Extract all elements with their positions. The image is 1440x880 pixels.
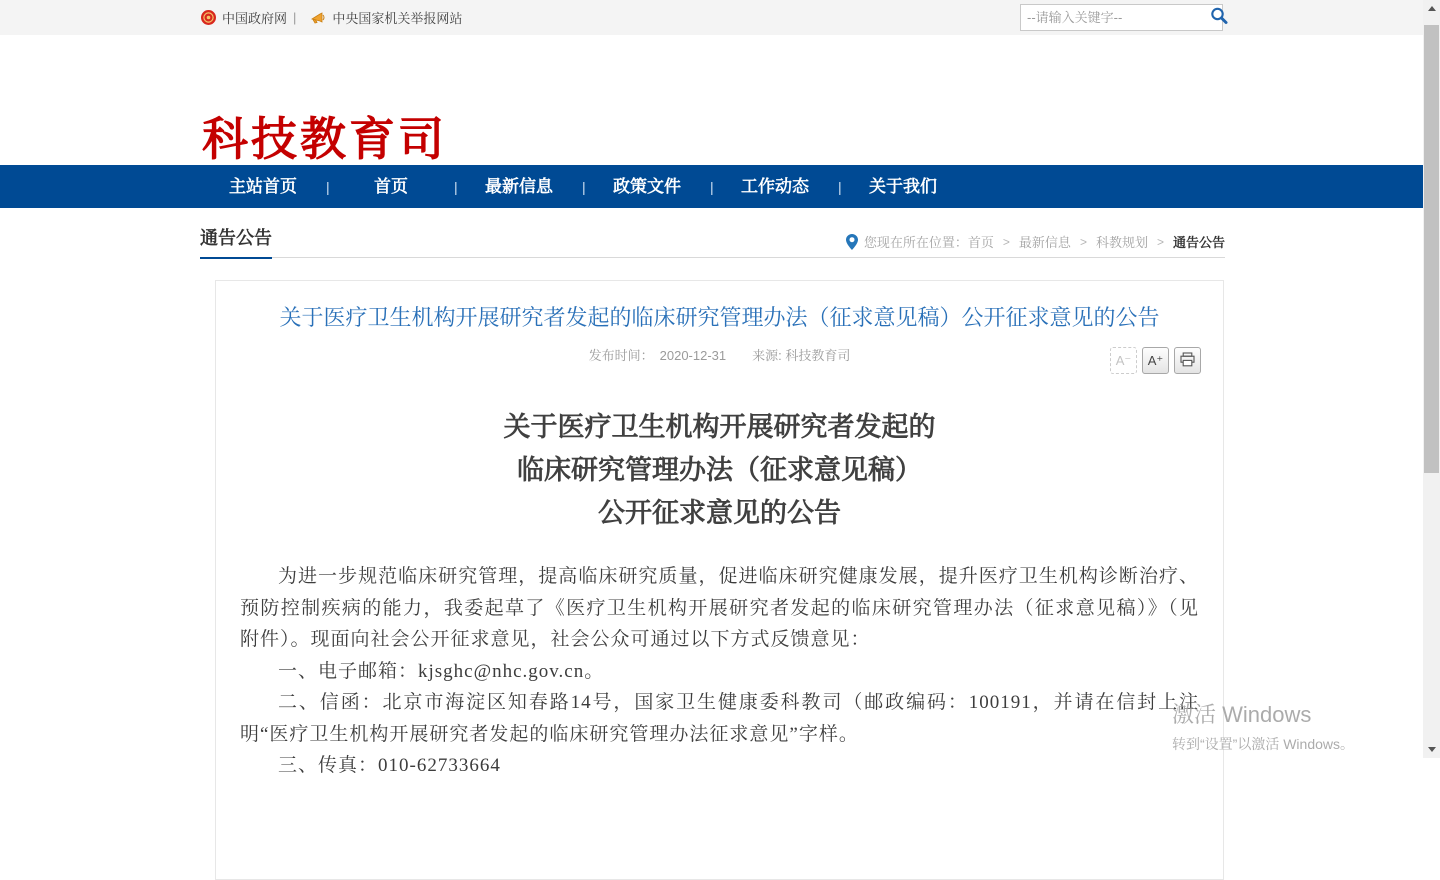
watermark-line1: 激活 Windows [1172, 702, 1312, 727]
gov-website-label: 中国政府网 [222, 11, 288, 26]
main-nav [0, 165, 1440, 208]
gov-website-link[interactable] [200, 8, 287, 27]
nav-item-work-updates[interactable]: 工作动态 [741, 177, 809, 196]
breadcrumb-separator: > [1156, 234, 1164, 249]
arrow-down-icon [1428, 747, 1436, 752]
nav-item-latest-news[interactable]: 最新信息 [485, 177, 553, 196]
nav-separator: | [710, 178, 714, 195]
search-input[interactable] [1021, 10, 1209, 25]
location-pin-icon [846, 234, 858, 250]
document-heading-line: 公开征求意见的公告 [598, 498, 841, 528]
breadcrumb-link-home[interactable]: 首页 [967, 235, 994, 250]
search-button[interactable] [1209, 5, 1229, 30]
source-value: 科技教育司 [785, 348, 851, 363]
section-title-notices[interactable]: 通告公告 [200, 224, 272, 259]
nav-separator: | [454, 178, 458, 195]
megaphone-icon [310, 9, 327, 26]
search-box [1020, 4, 1223, 31]
search-icon [1209, 6, 1229, 29]
site-header [0, 35, 1440, 165]
article-container [215, 280, 1224, 880]
scrollbar-thumb[interactable] [1424, 25, 1439, 473]
document-body [240, 561, 1199, 782]
paragraph-intro: 为进一步规范临床研究管理，提高临床研究质量，促进临床研究健康发展，提升医疗卫生机构诊断治疗、预防控制疾病的能力，我委起草了《医疗卫生机构开展研究者发起的临床研究管理办法（征求意见稿）》（见附件）。现面向社会公开征求意见，社会公众可通过以下方式反馈意见： [240, 566, 1199, 650]
site-title[interactable]: 科技教育司 [202, 113, 447, 165]
nav-item-policy-documents[interactable]: 政策文件 [613, 177, 681, 196]
national-emblem-icon [200, 9, 217, 26]
paragraph-fax: 三、传真：010-62733664 [278, 755, 501, 776]
report-website-label: 中央国家机关举报网站 [332, 11, 463, 26]
print-button[interactable] [1174, 347, 1201, 374]
nav-item-about-us[interactable]: 关于我们 [869, 177, 937, 196]
nav-separator: | [838, 178, 842, 195]
breadcrumb-separator: > [1002, 234, 1010, 249]
printer-icon [1180, 352, 1195, 370]
publish-time-label: 发布时间： [588, 348, 654, 363]
breadcrumb-current: 通告公告 [1172, 235, 1225, 250]
watermark-line2: 转到“设置”以激活 Windows。 [1172, 736, 1355, 752]
nav-separator: | [582, 178, 586, 195]
document-heading-line: 临床研究管理办法（征求意见稿） [517, 455, 922, 485]
breadcrumb-separator: > [1079, 234, 1087, 249]
article-meta [216, 345, 1223, 364]
breadcrumb-link-sci-edu-planning[interactable]: 科教规划 [1095, 235, 1148, 250]
scrollbar-up-button[interactable] [1423, 0, 1440, 17]
arrow-up-icon [1428, 6, 1436, 11]
breadcrumb-link-latest-news[interactable]: 最新信息 [1018, 235, 1071, 250]
nav-separator: | [326, 178, 330, 195]
paragraph-email: 一、电子邮箱：kjsghc@nhc.gov.cn。 [278, 660, 605, 682]
article-title: 关于医疗卫生机构开展研究者发起的临床研究管理办法（征求意见稿）公开征求意见的公告 [279, 305, 1160, 330]
article-toolbar [1110, 347, 1201, 374]
topbar-separator: | [293, 10, 297, 25]
nav-item-home[interactable]: 首页 [374, 177, 408, 196]
font-decrease-button[interactable]: A⁻ [1110, 347, 1137, 374]
top-utility-bar [0, 0, 1440, 35]
scrollbar-down-button[interactable] [1423, 741, 1440, 758]
document-heading-line: 关于医疗卫生机构开展研究者发起的 [503, 412, 936, 442]
source-label: 来源: [752, 348, 782, 363]
publish-date: 2020-12-31 [659, 348, 727, 363]
breadcrumb-row [200, 222, 1225, 258]
breadcrumb [846, 232, 1225, 251]
vertical-scrollbar [1423, 0, 1440, 758]
paragraph-mail-address: 二、信函：北京市海淀区知春路14号，国家卫生健康委科教司（邮政编码：100191，并请在信封上注明“医疗卫生机构开展研究者发起的临床研究管理办法征求意见”字样。 [240, 692, 1199, 745]
report-website-link[interactable] [310, 8, 462, 27]
font-increase-button[interactable]: A⁺ [1142, 347, 1169, 374]
breadcrumb-location-label: 您现在所在位置： [863, 235, 968, 250]
document-heading [216, 406, 1223, 535]
nav-item-main-home[interactable]: 主站首页 [229, 177, 297, 196]
